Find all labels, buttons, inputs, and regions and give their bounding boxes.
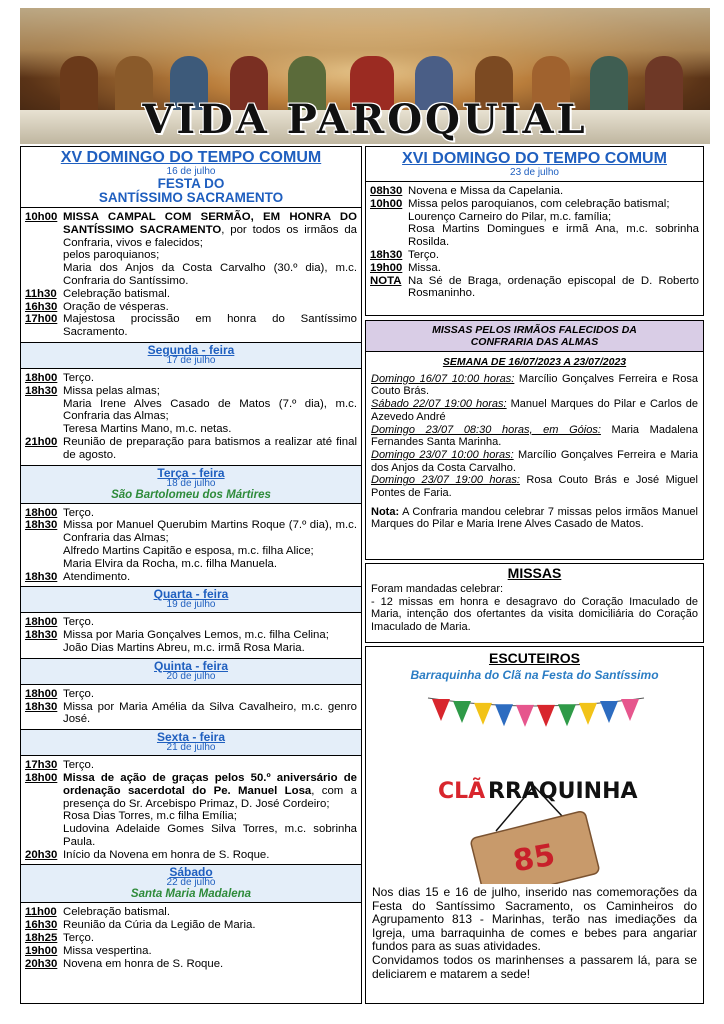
schedule-row: [370, 223, 699, 249]
schedule-row: [25, 945, 357, 958]
bunting-flag: [453, 701, 471, 723]
escuteiros-paragraph-2: Convidamos todos os marinhenses a passarem lá, para se deliciarem e matarem a sede!: [372, 952, 697, 981]
mass-entry: Domingo 23/07 10:00 horas: Marcílio Gonçalves Ferreira e Maria dos Anjos da Costa Carvalho.: [371, 448, 698, 474]
schedule-time: 10h00: [370, 197, 403, 210]
bunting-flag: [537, 705, 555, 727]
schedule-row: [25, 849, 357, 862]
schedule-text: Terço.: [63, 687, 95, 700]
bunting-flag: [516, 705, 534, 727]
day-header: [21, 586, 361, 613]
schedule-row: [25, 919, 357, 932]
schedule-row: [25, 436, 357, 462]
clarraquinha-illustration: [366, 686, 703, 884]
left-column: [20, 146, 362, 1004]
escuteiros-subtitle: Barraquinha do Clã na Festa do Santíssimo: [410, 668, 659, 682]
bunting-flag: [495, 704, 513, 726]
schedule-time: 17h30: [25, 759, 58, 772]
schedule-text: Alfredo Martins Capitão e esposa, m.c. filha Alice;: [63, 544, 314, 557]
missas-body: [366, 581, 703, 636]
feast-line-1: FESTA DO: [157, 176, 225, 191]
day-schedule: [21, 756, 361, 864]
schedule-row: [25, 759, 357, 772]
schedule-time: 18h25: [25, 932, 58, 945]
day-date: 20 de julho: [166, 670, 216, 682]
confraria-title-1: MISSAS PELOS IRMÃOS FALECIDOS DA: [432, 324, 637, 336]
schedule-row: [25, 823, 357, 849]
day-name: Quinta - feira: [153, 658, 228, 673]
schedule-time: 10h00: [25, 211, 58, 223]
schedule-time: 18h30: [25, 384, 58, 397]
day-name: Quarta - feira: [153, 587, 229, 602]
right-sunday-box: [365, 146, 704, 316]
mass-when: Domingo 23/07 19:00 horas:: [371, 474, 520, 487]
schedule-time: 18h00: [25, 371, 58, 384]
bunting-flag: [579, 703, 597, 725]
mass-when: Domingo 23/07 10:00 horas:: [371, 448, 514, 461]
schedule-text: Terço.: [63, 759, 95, 772]
schedule-text: Novena e Missa da Capelania.: [408, 185, 564, 197]
sunday-title: XVI DOMINGO DO TEMPO COMUM: [402, 150, 667, 167]
sunday-title: XV DOMINGO DO TEMPO COMUM: [60, 149, 322, 166]
escuteiros-title: ESCUTEIROS: [488, 650, 580, 666]
schedule-text: Terço.: [63, 616, 95, 629]
schedule-row: [25, 701, 357, 727]
schedule-text: Missa vespertina.: [63, 944, 152, 957]
schedule-text: Terço.: [63, 506, 95, 519]
escuteiros-text: [366, 886, 703, 981]
confraria-note: [371, 506, 698, 531]
schedule-time: 18h30: [25, 700, 58, 713]
schedule-row: [25, 629, 357, 642]
schedule-row: [25, 906, 357, 919]
schedule-text: Novena em honra de S. Roque.: [63, 957, 224, 970]
clarraquinha-svg: [366, 686, 703, 884]
schedule-text: MISSA CAMPAL COM SERMÃO, EM HONRA DO SANTÍSSIMO SACRAMENTO, por todos os irmãos da Confraria, vivos e falecidos;: [63, 211, 357, 249]
note-label: Nota:: [371, 505, 400, 518]
schedule-time: [370, 211, 408, 224]
schedule-text: Oração de vésperas.: [63, 300, 169, 313]
schedule-text: Majestosa procissão em honra do Santíssimo Sacramento.: [63, 313, 357, 339]
schedule-time: 19h00: [25, 944, 58, 957]
mass-entry: Domingo 16/07 10:00 horas: Marcílio Gonçalves Ferreira e Rosa Couto Brás.: [371, 372, 698, 398]
schedule-time: [25, 423, 63, 436]
day-date: 19 de julho: [166, 599, 216, 611]
schedule-time: 16h30: [25, 300, 58, 313]
schedule-time: 18h30: [370, 248, 403, 261]
schedule-row: [370, 211, 699, 224]
weekday-schedule: [21, 342, 361, 974]
day-date: 18 de julho: [166, 477, 216, 489]
schedule-row: [25, 288, 357, 301]
schedule-row: [370, 198, 699, 211]
schedule-time: [25, 398, 63, 424]
schedule-row: [25, 385, 357, 398]
schedule-text: Missa por Manuel Querubim Martins Roque (7.º dia), m.c. Confraria das Almas;: [63, 519, 357, 545]
confraria-body: [366, 352, 703, 535]
mass-entry: Domingo 23/07 19:00 horas: Rosa Couto Brás e José Miguel Pontes de Faria.: [371, 474, 698, 500]
bunting-flag: [558, 704, 576, 726]
schedule-text: Ludovina Adelaide Gomes Silva Torres, m.c. sobrinha Paula.: [63, 823, 357, 848]
schedule-text: Reunião da Cúria da Legião de Maria.: [63, 919, 256, 932]
day-name: Sábado: [169, 865, 213, 880]
sunday-date: 16 de julho: [166, 166, 216, 177]
day-schedule: [21, 369, 361, 465]
page-title: VIDA PAROQUIAL: [142, 96, 588, 143]
missas-title: MISSAS: [507, 565, 562, 581]
mass-entry: Domingo 23/07 08:30 horas, em Góios: Maria Madalena Fernandes Santa Marinha.: [371, 423, 698, 449]
mass-when: Domingo 23/07 08:30 horas, em Góios:: [371, 423, 601, 436]
schedule-time: [25, 545, 63, 558]
schedule-text: Início da Novena em honra de S. Roque.: [63, 848, 270, 861]
schedule-row: [25, 519, 357, 545]
schedule-text: Teresa Martins Mano, m.c. netas.: [63, 423, 232, 436]
schedule-time: [25, 810, 63, 823]
bunting-flag: [621, 699, 639, 721]
schedule-time: 11h30: [25, 287, 57, 300]
day-name: Terça - feira: [157, 465, 225, 480]
schedule-time: 18h00: [25, 506, 58, 519]
schedule-row: [25, 372, 357, 385]
schedule-time: 21h00: [25, 435, 58, 448]
schedule-row: [25, 571, 357, 584]
schedule-time: 18h00: [25, 616, 58, 629]
schedule-text: João Dias Martins Abreu, m.c. irmã Rosa Maria.: [63, 641, 305, 654]
schedule-row: [370, 262, 699, 275]
schedule-time: 11h00: [25, 906, 57, 919]
schedule-time: NOTA: [370, 274, 402, 287]
mass-entries: [371, 373, 698, 500]
schedule-text: Terço.: [408, 248, 440, 261]
schedule-text: Atendimento.: [63, 570, 131, 583]
header-banner: [20, 8, 710, 144]
schedule-time: 16h30: [25, 919, 58, 932]
sunday-schedule: [366, 181, 703, 303]
day-date: 22 de julho: [166, 877, 216, 889]
logo-text-cla: CLÃ: [438, 779, 486, 804]
schedule-text: Maria Elvira da Rocha, m.c. filha Manuela.: [63, 557, 277, 570]
schedule-row: [25, 642, 357, 655]
schedule-row: [25, 810, 357, 823]
schedule-row: [25, 616, 357, 629]
day-name: Sexta - feira: [156, 730, 226, 745]
day-header: [21, 465, 361, 504]
confraria-box: [365, 320, 704, 560]
schedule-row: [25, 558, 357, 571]
day-schedule: [21, 504, 361, 587]
schedule-text: pelos paroquianos;: [63, 249, 160, 262]
mass-when: Domingo 16/07 10:00 horas:: [371, 372, 515, 385]
day-header: [21, 729, 361, 756]
schedule-time: 08h30: [370, 185, 403, 197]
day-header: [21, 658, 361, 685]
mass-entry: Sábado 22/07 19:00 horas: Manuel Marques do Pilar e Carlos de Azevedo André: [371, 398, 698, 423]
day-schedule: [21, 903, 361, 973]
schedule-text: Terço.: [63, 371, 95, 384]
schedule-time: 19h00: [370, 261, 403, 274]
schedule-text: Maria dos Anjos da Costa Carvalho (30.º dia), m.c. Confraria do Santíssimo.: [63, 262, 357, 287]
day-schedule: [21, 613, 361, 657]
schedule-text: Celebração batismal.: [63, 906, 170, 919]
sunday-schedule: [21, 207, 361, 342]
schedule-row: [25, 507, 357, 520]
bunting-flag: [432, 699, 450, 721]
schedule-text: Lourenço Carneiro do Pilar, m.c. família;: [408, 210, 612, 223]
missas-box: [365, 563, 704, 643]
schedule-text: Missa pelas almas;: [63, 384, 160, 397]
schedule-row: [25, 262, 357, 288]
schedule-row: [25, 932, 357, 945]
escuteiros-paragraph-1: Nos dias 15 e 16 de julho, inserido nas comemorações da Festa do Santíssimo Sacramento, os Caminheiros do Agrupamento 813 - Marinhas, terão nas imediações da Igreja, uma barraquinha de comes e bebes para angariar fundos para as suas atividades.: [372, 885, 697, 954]
schedule-time: 18h30: [25, 629, 58, 642]
schedule-row: [25, 958, 357, 971]
schedule-row: [25, 398, 357, 424]
schedule-text: Rosa Martins Domingues e irmã Ana, m.c. sobrinha Rosilda.: [408, 223, 699, 249]
note-text: A Confraria mandou celebrar 7 missas pelos irmãos Manuel Marques do Pilar e Maria Irene Alves Casado de Matos.: [371, 505, 698, 531]
day-header: [21, 342, 361, 369]
schedule-text: Celebração batismal.: [63, 287, 170, 300]
schedule-time: [370, 223, 408, 249]
confraria-header: [366, 321, 703, 352]
schedule-time: [25, 558, 63, 571]
day-name: Segunda - feira: [147, 342, 235, 357]
schedule-time: [25, 642, 63, 655]
schedule-row: [25, 211, 357, 249]
schedule-row: [370, 275, 699, 301]
day-header: [21, 864, 361, 903]
schedule-time: [25, 249, 63, 262]
schedule-time: 18h00: [25, 687, 58, 700]
schedule-time: 18h30: [25, 519, 58, 532]
schedule-row: [25, 772, 357, 810]
schedule-row: [25, 423, 357, 436]
bunting-flag: [474, 703, 492, 725]
mass-when: Sábado 22/07 19:00 horas:: [371, 398, 507, 411]
sign-number: 85: [510, 837, 558, 880]
schedule-text: Maria Irene Alves Casado de Matos (7.º dia), m.c. Confraria das Almas;: [63, 397, 357, 423]
schedule-text: Na Sé de Braga, ordenação episcopal de D. Roberto Rosmaninho.: [408, 274, 699, 300]
missas-line-1: Foram mandadas celebrar:: [371, 583, 504, 595]
day-saint: Santa Maria Madalena: [130, 888, 252, 901]
schedule-row: [25, 688, 357, 701]
schedule-row: [370, 249, 699, 262]
bunting-flags: [428, 698, 644, 727]
schedule-time: 20h30: [25, 848, 58, 861]
schedule-text: Terço.: [63, 932, 95, 945]
schedule-row: [25, 249, 357, 262]
day-saint: São Bartolomeu dos Mártires: [111, 488, 271, 501]
sunday-date: 23 de julho: [510, 167, 559, 178]
schedule-text: Missa por Maria Amélia da Silva Cavalheiro, m.c. genro José.: [63, 700, 357, 726]
schedule-time: 18h30: [25, 570, 58, 583]
schedule-time: [25, 823, 63, 849]
schedule-row: [25, 301, 357, 314]
schedule-text: Reunião de preparação para batismos a realizar até final de agosto.: [63, 435, 357, 461]
schedule-text: Missa de ação de graças pelos 50.º aniversário de ordenação sacerdotal do Pe. Manuel Losa, com a presença do Sr. Arcebispo Primaz, D. José Cordeiro;: [63, 771, 357, 810]
schedule-text: Missa pelos paroquianos, com celebração batismal;: [408, 197, 670, 210]
schedule-row: [370, 185, 699, 198]
schedule-text: Missa por Maria Gonçalves Lemos, m.c. filha Celina;: [63, 629, 329, 642]
logo-text-rest: RRAQUINHA: [488, 779, 638, 804]
schedule-text: Rosa Dias Torres, m.c filha Emília;: [63, 810, 237, 823]
day-schedule: [21, 685, 361, 729]
schedule-time: 17h00: [25, 313, 58, 326]
schedule-time: 20h30: [25, 957, 58, 970]
schedule-time: [25, 262, 63, 288]
schedule-text: Missa.: [408, 261, 441, 274]
schedule-time: 18h00: [25, 771, 58, 784]
missas-line-2: - 12 missas em honra e desagravo do Coração Imaculado de Maria, intenção dos ofertantes da visita domiciliária do Coração Imaculado de Maria.: [371, 595, 698, 634]
schedule-row: [25, 545, 357, 558]
day-date: 21 de julho: [166, 742, 216, 754]
feast-line-2: SANTÍSSIMO SACRAMENTO: [98, 190, 284, 205]
schedule-row: [25, 313, 357, 339]
bunting-flag: [600, 701, 618, 723]
day-date: 17 de julho: [166, 354, 216, 366]
confraria-title-2: CONFRARIA DAS ALMAS: [470, 336, 599, 348]
escuteiros-box: [365, 646, 704, 1004]
week-label: SEMANA DE 16/07/2023 A 23/07/2023: [442, 356, 627, 368]
